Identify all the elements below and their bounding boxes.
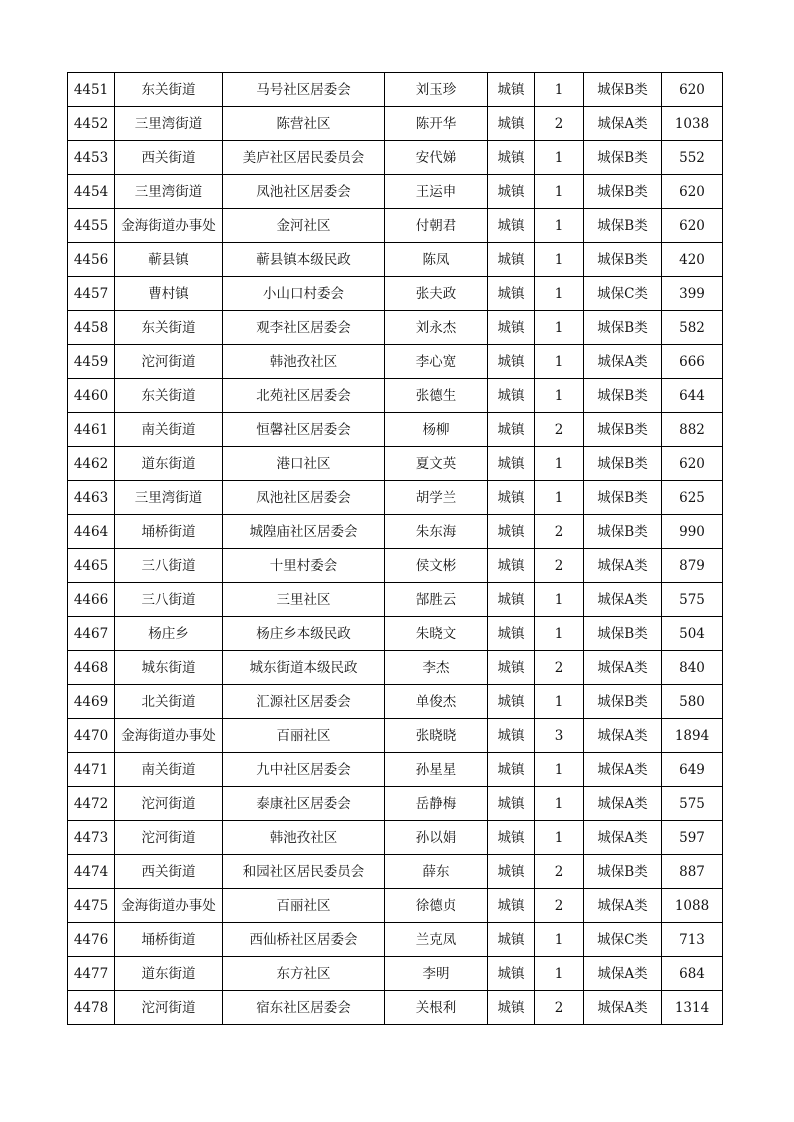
name-cell: 安代娣 — [385, 141, 488, 175]
household-size-cell: 1 — [535, 447, 584, 481]
household-size-cell: 2 — [535, 855, 584, 889]
name-cell: 岳静梅 — [385, 787, 488, 821]
category-cell: 城保B类 — [584, 685, 662, 719]
serial-number-cell: 4478 — [68, 991, 115, 1025]
community-cell: 十里村委会 — [223, 549, 385, 583]
amount-cell: 620 — [662, 73, 723, 107]
serial-number-cell: 4452 — [68, 107, 115, 141]
subdistrict-cell: 三里湾街道 — [115, 481, 223, 515]
community-cell: 港口社区 — [223, 447, 385, 481]
subdistrict-cell: 沱河街道 — [115, 821, 223, 855]
table-row — [68, 923, 723, 957]
serial-number-cell: 4464 — [68, 515, 115, 549]
subdistrict-cell: 三八街道 — [115, 583, 223, 617]
table-row — [68, 821, 723, 855]
serial-number-cell: 4461 — [68, 413, 115, 447]
area-type-cell: 城镇 — [488, 583, 535, 617]
amount-cell: 552 — [662, 141, 723, 175]
table-row — [68, 175, 723, 209]
name-cell: 朱晓文 — [385, 617, 488, 651]
household-size-cell: 1 — [535, 209, 584, 243]
name-cell: 王运申 — [385, 175, 488, 209]
area-type-cell: 城镇 — [488, 889, 535, 923]
category-cell: 城保A类 — [584, 991, 662, 1025]
serial-number-cell: 4471 — [68, 753, 115, 787]
household-size-cell: 1 — [535, 379, 584, 413]
table-row — [68, 209, 723, 243]
name-cell: 孙星星 — [385, 753, 488, 787]
category-cell: 城保B类 — [584, 175, 662, 209]
area-type-cell: 城镇 — [488, 141, 535, 175]
area-type-cell: 城镇 — [488, 413, 535, 447]
serial-number-cell: 4456 — [68, 243, 115, 277]
household-size-cell: 2 — [535, 651, 584, 685]
serial-number-cell: 4474 — [68, 855, 115, 889]
community-cell: 美庐社区居民委员会 — [223, 141, 385, 175]
serial-number-cell: 4475 — [68, 889, 115, 923]
category-cell: 城保B类 — [584, 617, 662, 651]
subdistrict-cell: 三里湾街道 — [115, 107, 223, 141]
table-row — [68, 107, 723, 141]
subdistrict-cell: 南关街道 — [115, 753, 223, 787]
table-row — [68, 855, 723, 889]
name-cell: 陈凤 — [385, 243, 488, 277]
name-cell: 孙以娟 — [385, 821, 488, 855]
name-cell: 刘永杰 — [385, 311, 488, 345]
table-row — [68, 345, 723, 379]
table-row — [68, 481, 723, 515]
area-type-cell: 城镇 — [488, 957, 535, 991]
community-cell: 金河社区 — [223, 209, 385, 243]
community-cell: 陈营社区 — [223, 107, 385, 141]
community-cell: 韩池孜社区 — [223, 821, 385, 855]
name-cell: 李明 — [385, 957, 488, 991]
category-cell: 城保A类 — [584, 957, 662, 991]
table-row — [68, 685, 723, 719]
serial-number-cell: 4466 — [68, 583, 115, 617]
table-row — [68, 583, 723, 617]
subdistrict-cell: 杨庄乡 — [115, 617, 223, 651]
household-size-cell: 1 — [535, 753, 584, 787]
amount-cell: 666 — [662, 345, 723, 379]
amount-cell: 620 — [662, 447, 723, 481]
household-size-cell: 1 — [535, 175, 584, 209]
category-cell: 城保B类 — [584, 141, 662, 175]
community-cell: 和园社区居民委员会 — [223, 855, 385, 889]
name-cell: 陈开华 — [385, 107, 488, 141]
category-cell: 城保C类 — [584, 277, 662, 311]
name-cell: 张晓晓 — [385, 719, 488, 753]
household-size-cell: 1 — [535, 787, 584, 821]
name-cell: 关根利 — [385, 991, 488, 1025]
area-type-cell: 城镇 — [488, 753, 535, 787]
amount-cell: 840 — [662, 651, 723, 685]
community-cell: 九中社区居委会 — [223, 753, 385, 787]
name-cell: 薛东 — [385, 855, 488, 889]
serial-number-cell: 4467 — [68, 617, 115, 651]
amount-cell: 399 — [662, 277, 723, 311]
table-row — [68, 957, 723, 991]
name-cell: 郜胜云 — [385, 583, 488, 617]
amount-cell: 644 — [662, 379, 723, 413]
subdistrict-cell: 东关街道 — [115, 73, 223, 107]
area-type-cell: 城镇 — [488, 515, 535, 549]
category-cell: 城保B类 — [584, 73, 662, 107]
area-type-cell: 城镇 — [488, 277, 535, 311]
subdistrict-cell: 金海街道办事处 — [115, 889, 223, 923]
community-cell: 恒馨社区居委会 — [223, 413, 385, 447]
subdistrict-cell: 道东街道 — [115, 957, 223, 991]
amount-cell: 582 — [662, 311, 723, 345]
category-cell: 城保A类 — [584, 549, 662, 583]
serial-number-cell: 4472 — [68, 787, 115, 821]
area-type-cell: 城镇 — [488, 73, 535, 107]
category-cell: 城保A类 — [584, 107, 662, 141]
community-cell: 韩池孜社区 — [223, 345, 385, 379]
table-row — [68, 787, 723, 821]
household-size-cell: 1 — [535, 923, 584, 957]
area-type-cell: 城镇 — [488, 447, 535, 481]
table-row — [68, 413, 723, 447]
subdistrict-cell: 北关街道 — [115, 685, 223, 719]
name-cell: 单俊杰 — [385, 685, 488, 719]
serial-number-cell: 4470 — [68, 719, 115, 753]
area-type-cell: 城镇 — [488, 821, 535, 855]
area-type-cell: 城镇 — [488, 651, 535, 685]
community-cell: 城隍庙社区居委会 — [223, 515, 385, 549]
name-cell: 李心宽 — [385, 345, 488, 379]
subdistrict-cell: 三里湾街道 — [115, 175, 223, 209]
household-size-cell: 2 — [535, 107, 584, 141]
serial-number-cell: 4458 — [68, 311, 115, 345]
area-type-cell: 城镇 — [488, 311, 535, 345]
table-row — [68, 243, 723, 277]
community-cell: 泰康社区居委会 — [223, 787, 385, 821]
household-size-cell: 1 — [535, 583, 584, 617]
amount-cell: 620 — [662, 209, 723, 243]
community-cell: 马号社区居委会 — [223, 73, 385, 107]
household-size-cell: 2 — [535, 991, 584, 1025]
area-type-cell: 城镇 — [488, 991, 535, 1025]
name-cell: 侯文彬 — [385, 549, 488, 583]
community-cell: 杨庄乡本级民政 — [223, 617, 385, 651]
household-size-cell: 1 — [535, 481, 584, 515]
serial-number-cell: 4455 — [68, 209, 115, 243]
records-table — [67, 72, 723, 1025]
table-row — [68, 141, 723, 175]
table-row — [68, 617, 723, 651]
serial-number-cell: 4476 — [68, 923, 115, 957]
category-cell: 城保A类 — [584, 583, 662, 617]
household-size-cell: 3 — [535, 719, 584, 753]
community-cell: 东方社区 — [223, 957, 385, 991]
table-row — [68, 719, 723, 753]
table-row — [68, 73, 723, 107]
subdistrict-cell: 沱河街道 — [115, 787, 223, 821]
community-cell: 凤池社区居委会 — [223, 175, 385, 209]
amount-cell: 879 — [662, 549, 723, 583]
community-cell: 百丽社区 — [223, 889, 385, 923]
area-type-cell: 城镇 — [488, 243, 535, 277]
area-type-cell: 城镇 — [488, 923, 535, 957]
name-cell: 朱东海 — [385, 515, 488, 549]
subdistrict-cell: 东关街道 — [115, 379, 223, 413]
amount-cell: 620 — [662, 175, 723, 209]
household-size-cell: 1 — [535, 685, 584, 719]
serial-number-cell: 4469 — [68, 685, 115, 719]
area-type-cell: 城镇 — [488, 481, 535, 515]
area-type-cell: 城镇 — [488, 107, 535, 141]
amount-cell: 1894 — [662, 719, 723, 753]
area-type-cell: 城镇 — [488, 685, 535, 719]
amount-cell: 575 — [662, 787, 723, 821]
subdistrict-cell: 城东街道 — [115, 651, 223, 685]
subdistrict-cell: 南关街道 — [115, 413, 223, 447]
serial-number-cell: 4468 — [68, 651, 115, 685]
community-cell: 北苑社区居委会 — [223, 379, 385, 413]
serial-number-cell: 4459 — [68, 345, 115, 379]
category-cell: 城保A类 — [584, 787, 662, 821]
subdistrict-cell: 沱河街道 — [115, 991, 223, 1025]
category-cell: 城保A类 — [584, 345, 662, 379]
household-size-cell: 1 — [535, 345, 584, 379]
community-cell: 三里社区 — [223, 583, 385, 617]
serial-number-cell: 4473 — [68, 821, 115, 855]
category-cell: 城保A类 — [584, 651, 662, 685]
table-row — [68, 889, 723, 923]
name-cell: 胡学兰 — [385, 481, 488, 515]
community-cell: 凤池社区居委会 — [223, 481, 385, 515]
subdistrict-cell: 东关街道 — [115, 311, 223, 345]
subdistrict-cell: 曹村镇 — [115, 277, 223, 311]
community-cell: 观李社区居委会 — [223, 311, 385, 345]
amount-cell: 597 — [662, 821, 723, 855]
community-cell: 西仙桥社区居委会 — [223, 923, 385, 957]
table-row — [68, 515, 723, 549]
table-row — [68, 447, 723, 481]
category-cell: 城保A类 — [584, 753, 662, 787]
category-cell: 城保B类 — [584, 515, 662, 549]
serial-number-cell: 4454 — [68, 175, 115, 209]
area-type-cell: 城镇 — [488, 855, 535, 889]
household-size-cell: 2 — [535, 549, 584, 583]
name-cell: 李杰 — [385, 651, 488, 685]
name-cell: 张德生 — [385, 379, 488, 413]
household-size-cell: 1 — [535, 243, 584, 277]
name-cell: 徐德贞 — [385, 889, 488, 923]
amount-cell: 580 — [662, 685, 723, 719]
category-cell: 城保B类 — [584, 413, 662, 447]
subdistrict-cell: 金海街道办事处 — [115, 719, 223, 753]
subdistrict-cell: 道东街道 — [115, 447, 223, 481]
subdistrict-cell: 西关街道 — [115, 855, 223, 889]
amount-cell: 990 — [662, 515, 723, 549]
serial-number-cell: 4463 — [68, 481, 115, 515]
area-type-cell: 城镇 — [488, 345, 535, 379]
category-cell: 城保A类 — [584, 821, 662, 855]
area-type-cell: 城镇 — [488, 719, 535, 753]
subdistrict-cell: 金海街道办事处 — [115, 209, 223, 243]
subdistrict-cell: 埇桥街道 — [115, 515, 223, 549]
community-cell: 宿东社区居委会 — [223, 991, 385, 1025]
serial-number-cell: 4451 — [68, 73, 115, 107]
table-row — [68, 311, 723, 345]
area-type-cell: 城镇 — [488, 549, 535, 583]
amount-cell: 420 — [662, 243, 723, 277]
category-cell: 城保B类 — [584, 209, 662, 243]
amount-cell: 575 — [662, 583, 723, 617]
category-cell: 城保B类 — [584, 855, 662, 889]
category-cell: 城保B类 — [584, 481, 662, 515]
name-cell: 兰克凤 — [385, 923, 488, 957]
household-size-cell: 1 — [535, 311, 584, 345]
table-row — [68, 549, 723, 583]
community-cell: 百丽社区 — [223, 719, 385, 753]
category-cell: 城保B类 — [584, 311, 662, 345]
table-row — [68, 753, 723, 787]
serial-number-cell: 4462 — [68, 447, 115, 481]
household-size-cell: 2 — [535, 413, 584, 447]
household-size-cell: 1 — [535, 141, 584, 175]
table-body — [68, 73, 723, 1025]
amount-cell: 504 — [662, 617, 723, 651]
name-cell: 付朝君 — [385, 209, 488, 243]
table-row — [68, 277, 723, 311]
category-cell: 城保B类 — [584, 447, 662, 481]
name-cell: 杨柳 — [385, 413, 488, 447]
community-cell: 汇源社区居委会 — [223, 685, 385, 719]
table-row — [68, 379, 723, 413]
name-cell: 刘玉珍 — [385, 73, 488, 107]
amount-cell: 1314 — [662, 991, 723, 1025]
category-cell: 城保B类 — [584, 379, 662, 413]
household-size-cell: 1 — [535, 617, 584, 651]
household-size-cell: 1 — [535, 277, 584, 311]
serial-number-cell: 4460 — [68, 379, 115, 413]
serial-number-cell: 4453 — [68, 141, 115, 175]
subdistrict-cell: 西关街道 — [115, 141, 223, 175]
area-type-cell: 城镇 — [488, 175, 535, 209]
name-cell: 夏文英 — [385, 447, 488, 481]
serial-number-cell: 4477 — [68, 957, 115, 991]
subdistrict-cell: 蕲县镇 — [115, 243, 223, 277]
area-type-cell: 城镇 — [488, 617, 535, 651]
table-row — [68, 651, 723, 685]
household-size-cell: 2 — [535, 889, 584, 923]
amount-cell: 1088 — [662, 889, 723, 923]
amount-cell: 887 — [662, 855, 723, 889]
amount-cell: 713 — [662, 923, 723, 957]
subdistrict-cell: 沱河街道 — [115, 345, 223, 379]
category-cell: 城保C类 — [584, 923, 662, 957]
community-cell: 蕲县镇本级民政 — [223, 243, 385, 277]
household-size-cell: 2 — [535, 515, 584, 549]
household-size-cell: 1 — [535, 821, 584, 855]
area-type-cell: 城镇 — [488, 209, 535, 243]
area-type-cell: 城镇 — [488, 787, 535, 821]
amount-cell: 625 — [662, 481, 723, 515]
serial-number-cell: 4465 — [68, 549, 115, 583]
category-cell: 城保A类 — [584, 889, 662, 923]
household-size-cell: 1 — [535, 73, 584, 107]
amount-cell: 649 — [662, 753, 723, 787]
area-type-cell: 城镇 — [488, 379, 535, 413]
community-cell: 城东街道本级民政 — [223, 651, 385, 685]
subdistrict-cell: 三八街道 — [115, 549, 223, 583]
amount-cell: 684 — [662, 957, 723, 991]
subdistrict-cell: 埇桥街道 — [115, 923, 223, 957]
name-cell: 张夫政 — [385, 277, 488, 311]
category-cell: 城保A类 — [584, 719, 662, 753]
table-row — [68, 991, 723, 1025]
amount-cell: 1038 — [662, 107, 723, 141]
community-cell: 小山口村委会 — [223, 277, 385, 311]
household-size-cell: 1 — [535, 957, 584, 991]
category-cell: 城保B类 — [584, 243, 662, 277]
serial-number-cell: 4457 — [68, 277, 115, 311]
amount-cell: 882 — [662, 413, 723, 447]
